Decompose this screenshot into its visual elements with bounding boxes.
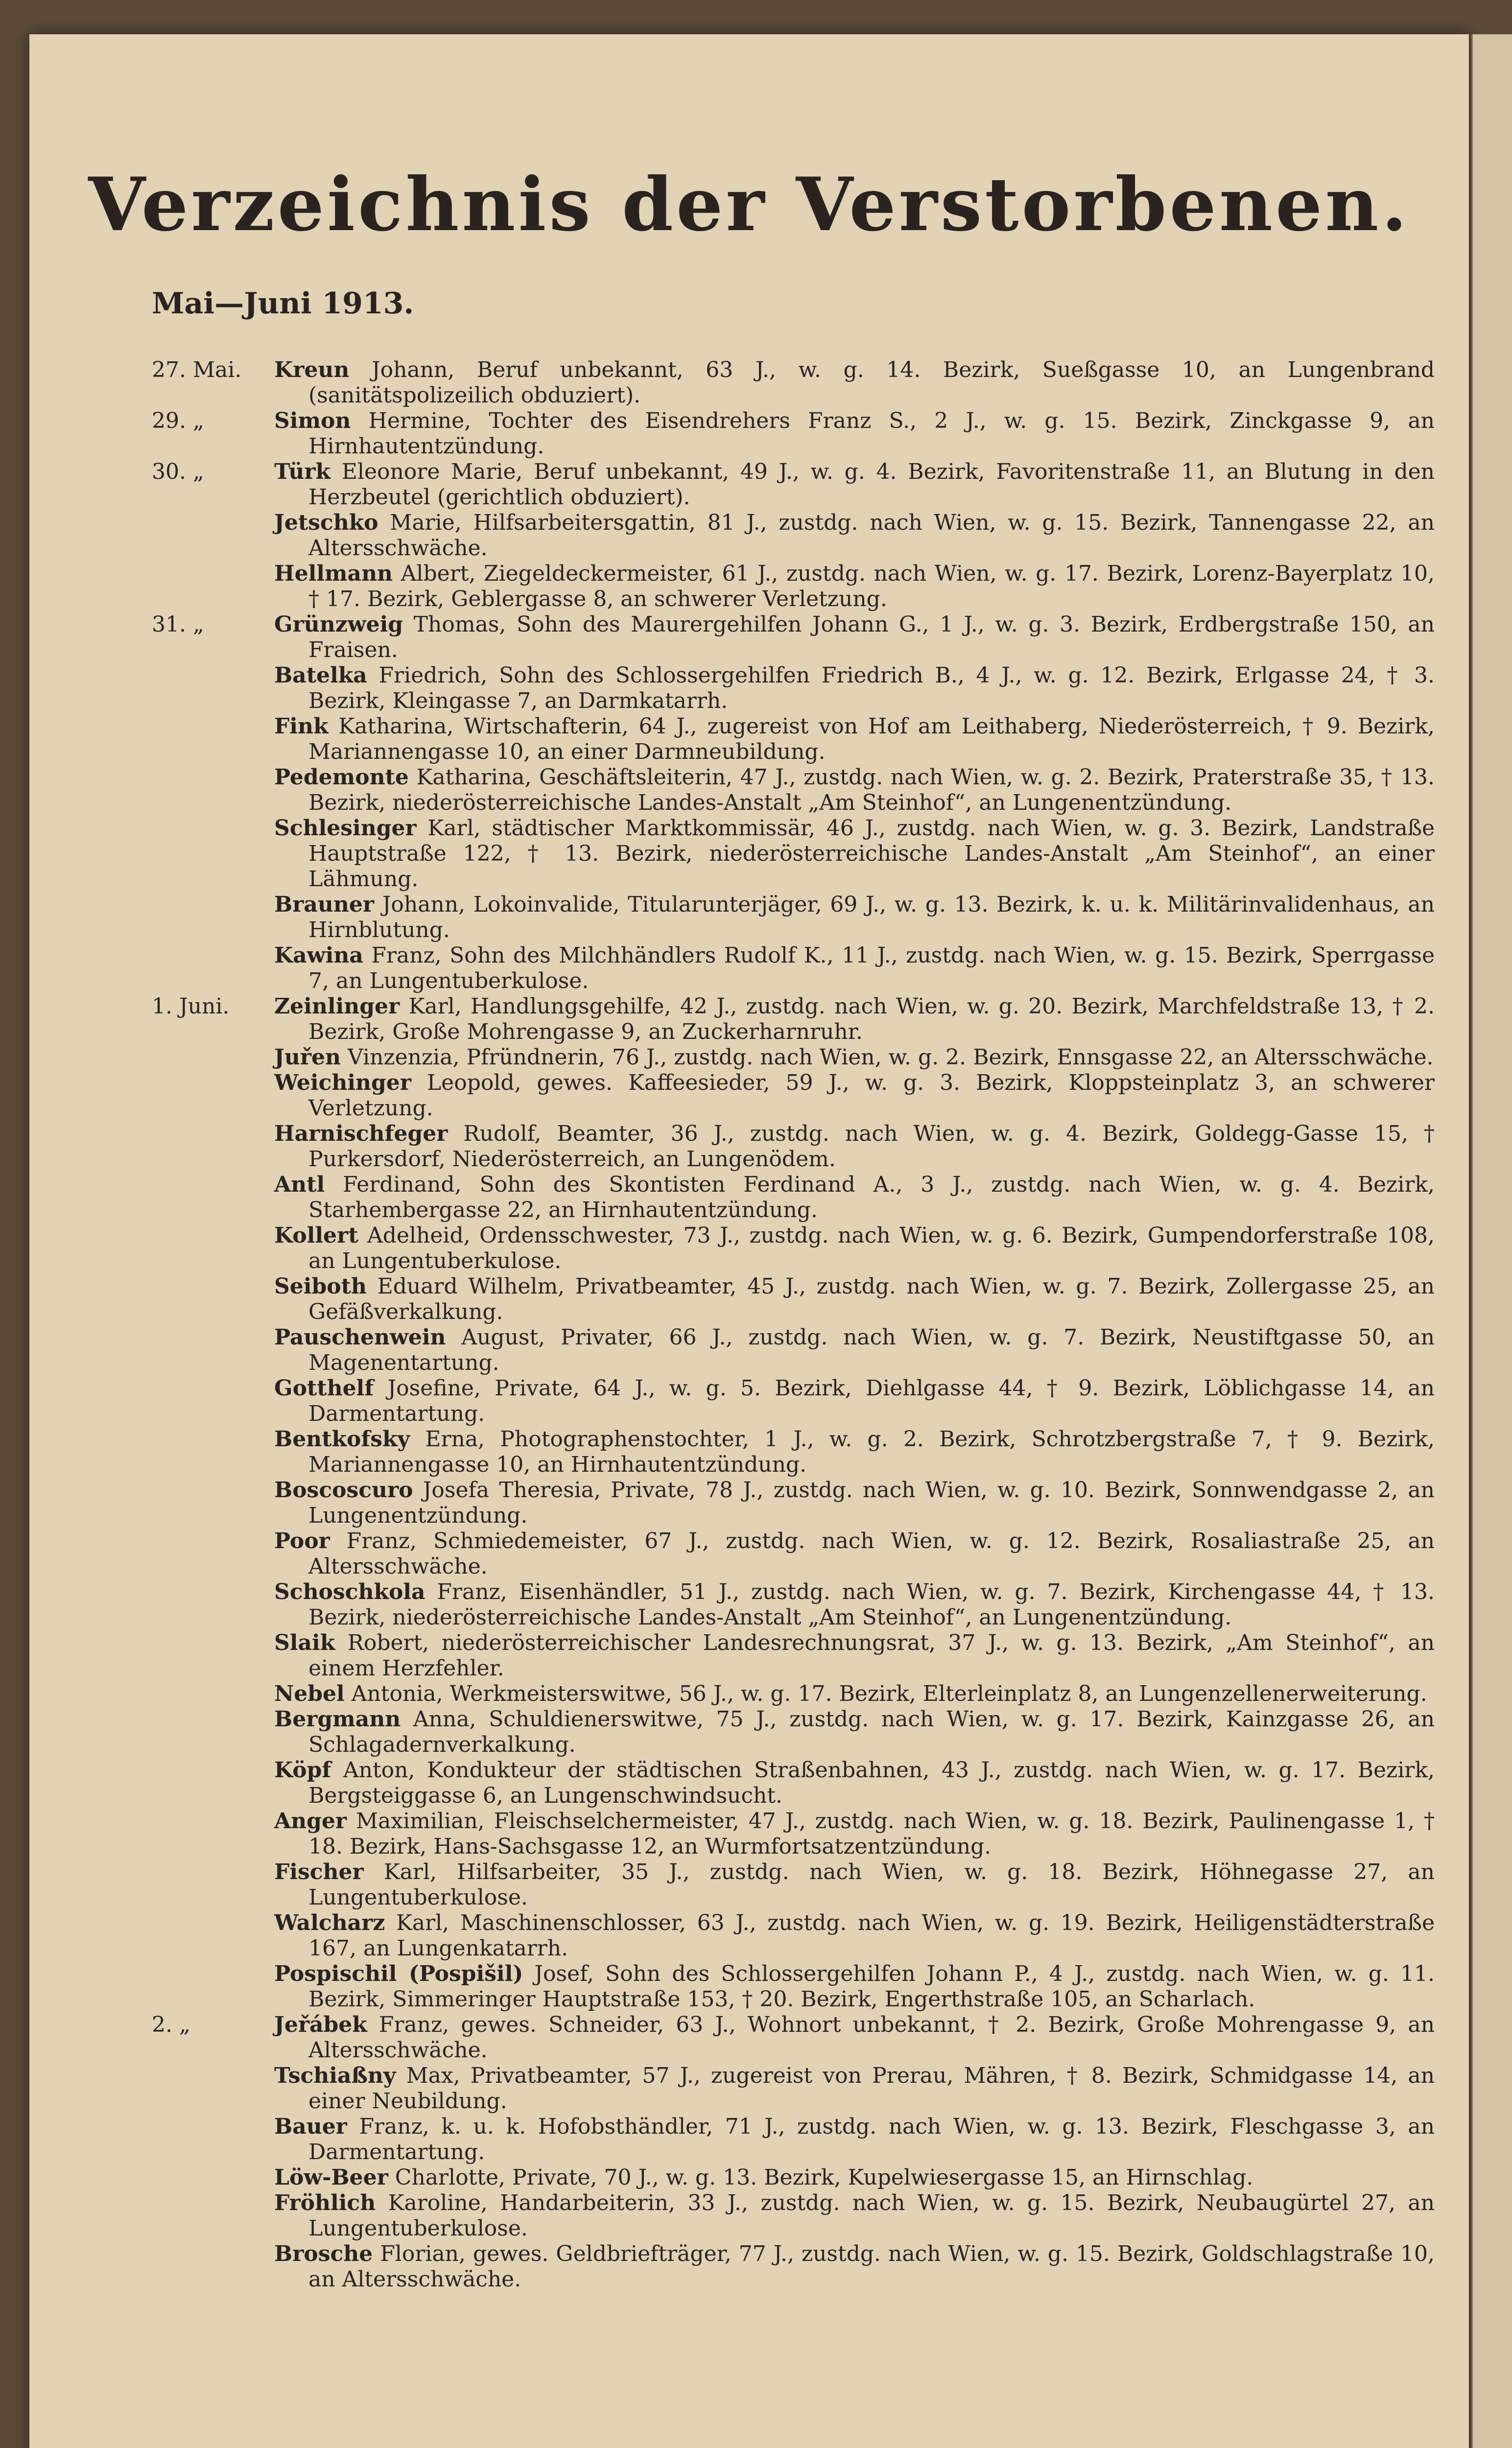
entry-text xyxy=(274,1478,1435,1529)
entry-surname: Poor xyxy=(274,1529,330,1554)
entry-surname: Walcharz xyxy=(274,1910,385,1935)
entry-surname: Juřen xyxy=(274,1045,341,1070)
entry-text xyxy=(274,714,1435,765)
entry-details: Eduard Wilhelm, Privatbeamter, 45 J., zustdg. nach Wien, w. g. 7. Bezirk, Zollergasse 25, an Gefäßverkalkung. xyxy=(308,1274,1435,1324)
entry-surname: Schlesinger xyxy=(274,816,417,841)
list-item xyxy=(152,816,1435,892)
list-item xyxy=(152,1223,1435,1274)
entry-surname: Fischer xyxy=(274,1860,364,1884)
entry-details: Josef, Sohn des Schlossergehilfen Johann P., 4 J., zustdg. nach Wien, w. g. 11. Bezirk, Simmeringer Hauptstraße 153, † 20. Bezirk, Engerthstraße 105, an Scharlach. xyxy=(308,1961,1435,2012)
list-item xyxy=(152,765,1435,816)
entry-text xyxy=(274,459,1435,510)
entry-details: Vinzenzia, Pfründnerin, 76 J., zustdg. nach Wien, w. g. 2. Bezirk, Ennsgasse 22, an Altersschwäche. xyxy=(340,1045,1434,1070)
entry-details: Albert, Ziegeldeckermeister, 61 J., zustdg. nach Wien, w. g. 17. Bezirk, Lorenz-Bayerplatz 10, † 17. Bezirk, Geblergasse 8, an schwerer Verletzung. xyxy=(308,561,1435,612)
entry-surname: Bentkofsky xyxy=(274,1427,410,1452)
entry-surname: Hellmann xyxy=(274,561,393,586)
entry-text xyxy=(274,816,1435,892)
entry-details: Charlotte, Private, 70 J., w. g. 13. Bezirk, Kupelwiesergasse 15, an Hirnschlag. xyxy=(388,2165,1253,2190)
entry-surname: Antl xyxy=(274,1172,325,1197)
entry-details: Katharina, Wirtschafterin, 64 J., zugereist von Hof am Leithaberg, Niederösterreich, † 9. Bezirk, Mariannengasse 10, an einer Darmneubildung. xyxy=(308,714,1435,764)
entry-details: Hermine, Tochter des Eisendrehers Franz S., 2 J., w. g. 15. Bezirk, Zinckgasse 9, an Hirnhautentzündung. xyxy=(308,408,1435,459)
entry-text xyxy=(274,1045,1435,1070)
list-item xyxy=(152,1961,1435,2012)
list-item xyxy=(152,1681,1435,1707)
list-item xyxy=(152,2012,1435,2063)
list-item xyxy=(152,561,1435,612)
entry-surname: Türk xyxy=(274,459,331,484)
list-item xyxy=(152,1427,1435,1478)
list-item xyxy=(152,1172,1435,1223)
entry-details: Franz, gewes. Schneider, 63 J., Wohnort unbekannt, † 2. Bezirk, Große Mohrengasse 9, an Altersschwäche. xyxy=(308,2012,1435,2063)
entry-text xyxy=(274,1274,1435,1325)
entry-surname: Pospischil (Pospišil) xyxy=(274,1961,523,1986)
entry-surname: Bauer xyxy=(274,2114,347,2139)
entry-surname: Pedemonte xyxy=(274,765,409,790)
entry-text xyxy=(274,1860,1435,1910)
entry-details: Ferdinand, Sohn des Skontisten Ferdinand A., 3 J., zustdg. nach Wien, w. g. 4. Bezirk, Starhembergasse 22, an Hirnhautentzündung. xyxy=(308,1172,1435,1223)
entry-surname: Jeřábek xyxy=(274,2012,367,2037)
entry-text xyxy=(274,1809,1435,1860)
entry-text xyxy=(274,1630,1435,1681)
list-item xyxy=(152,663,1435,714)
entry-details: Eleonore Marie, Beruf unbekannt, 49 J., w. g. 4. Bezirk, Favoritenstraße 11, an Blutung in den Herzbeutel (gerichtlich obduziert). xyxy=(308,459,1435,510)
list-item xyxy=(152,1910,1435,1961)
entry-details: Franz, k. u. k. Hofobsthändler, 71 J., zustdg. nach Wien, w. g. 13. Bezirk, Fleschgasse 3, an Darmentartung. xyxy=(308,2114,1435,2165)
entry-surname: Batelka xyxy=(274,663,367,688)
entry-surname: Jetschko xyxy=(274,510,378,535)
entry-date: 1. Juni. xyxy=(152,994,230,1019)
entry-text xyxy=(274,1070,1435,1121)
entry-surname: Bergmann xyxy=(274,1707,401,1732)
entry-details: Karl, städtischer Marktkommissär, 46 J., zustdg. nach Wien, w. g. 3. Bezirk, Landstraße Hauptstraße 122, † 13. Bezirk, niederösterreichische Landes-Anstalt „Am Steinhof“, an einer Lähmung. xyxy=(308,816,1435,892)
entry-text xyxy=(274,561,1435,612)
list-item xyxy=(152,612,1435,663)
entry-surname: Köpf xyxy=(274,1758,331,1783)
entry-surname: Harnischfeger xyxy=(274,1121,448,1146)
entry-details: Max, Privatbeamter, 57 J., zugereist von Prerau, Mähren, † 8. Bezirk, Schmidgasse 14, an einer Neubildung. xyxy=(308,2063,1435,2114)
entry-details: Friedrich, Sohn des Schlossergehilfen Friedrich B., 4 J., w. g. 12. Bezirk, Erlgasse 24, † 3. Bezirk, Kleingasse 7, an Darmkatarrh. xyxy=(308,663,1435,713)
entry-text xyxy=(274,1376,1435,1427)
entry-date: 27. Mai. xyxy=(152,357,242,382)
entry-text xyxy=(274,2165,1435,2190)
list-item xyxy=(152,1045,1435,1070)
entry-details: Franz, Eisenhändler, 51 J., zustdg. nach Wien, w. g. 7. Bezirk, Kirchengasse 44, † 13. Bezirk, niederösterreichische Landes-Anstalt „Am Steinhof“, an Lungenentzündung. xyxy=(308,1579,1435,1630)
entry-surname: Fröhlich xyxy=(274,2190,376,2215)
deaths-list xyxy=(152,357,1435,2292)
entry-details: Josefa Theresia, Private, 78 J., zustdg. nach Wien, w. g. 10. Bezirk, Sonnwendgasse 2, an Lungenentzündung. xyxy=(308,1478,1435,1528)
entry-details: Marie, Hilfsarbeitersgattin, 81 J., zustdg. nach Wien, w. g. 15. Bezirk, Tannengasse 22, an Altersschwäche. xyxy=(308,510,1435,561)
entry-details: Johann, Beruf unbekannt, 63 J., w. g. 14. Bezirk, Sueßgasse 10, an Lungenbrand (sanitätspolizeilich obduziert). xyxy=(308,357,1435,408)
entry-details: Karl, Hilfsarbeiter, 35 J., zustdg. nach Wien, w. g. 18. Bezirk, Höhnegasse 27, an Lungentuberkulose. xyxy=(308,1860,1435,1910)
list-item xyxy=(152,408,1435,459)
entry-text xyxy=(274,1121,1435,1172)
list-item xyxy=(152,994,1435,1045)
entry-surname: Weichinger xyxy=(274,1070,411,1095)
entry-date: 29. „ xyxy=(152,408,204,433)
entry-surname: Kreun xyxy=(274,357,350,382)
entry-details: Leopold, gewes. Kaffeesieder, 59 J., w. g. 3. Bezirk, Kloppsteinplatz 3, an schwerer Verletzung. xyxy=(308,1070,1435,1121)
entry-details: Karl, Handlungsgehilfe, 42 J., zustdg. nach Wien, w. g. 20. Bezirk, Marchfeldstraße 13, † 2. Bezirk, Große Mohrengasse 9, an Zuckerharnruhr. xyxy=(308,994,1435,1044)
entry-text xyxy=(274,1172,1435,1223)
list-item xyxy=(152,1325,1435,1376)
list-item xyxy=(152,1579,1435,1630)
list-item xyxy=(152,1809,1435,1860)
entry-text xyxy=(274,1707,1435,1758)
entry-text xyxy=(274,1427,1435,1478)
entry-surname: Löw-Beer xyxy=(274,2165,388,2190)
adjacent-page-edge xyxy=(1471,34,1512,2448)
entry-surname: Tschiaßny xyxy=(274,2063,396,2088)
entry-text xyxy=(274,612,1435,663)
list-item xyxy=(152,1758,1435,1809)
entry-surname: Boscoscuro xyxy=(274,1478,413,1503)
entry-surname: Schoschkola xyxy=(274,1579,425,1604)
entry-details: Maximilian, Fleischselchermeister, 47 J., zustdg. nach Wien, w. g. 18. Bezirk, Paulinengasse 1, † 18. Bezirk, Hans-Sachsgasse 12, an Wurmfortsatzentzündung. xyxy=(308,1809,1435,1859)
entry-text xyxy=(274,1529,1435,1579)
list-item xyxy=(152,1630,1435,1681)
entry-details: Robert, niederösterreichischer Landesrechnungsrat, 37 J., w. g. 13. Bezirk, „Am Steinhof“, an einem Herzfehler. xyxy=(308,1630,1435,1681)
entry-text xyxy=(274,765,1435,816)
entry-details: Karoline, Handarbeiterin, 33 J., zustdg. nach Wien, w. g. 15. Bezirk, Neubaugürtel 27, an Lungentuberkulose. xyxy=(308,2190,1435,2241)
entry-details: Josefine, Private, 64 J., w. g. 5. Bezirk, Diehlgasse 44, † 9. Bezirk, Löblichgasse 14, an Darmentartung. xyxy=(308,1376,1435,1426)
list-item xyxy=(152,2114,1435,2165)
entry-details: Franz, Schmiedemeister, 67 J., zustdg. nach Wien, w. g. 12. Bezirk, Rosaliastraße 25, an Altersschwäche. xyxy=(308,1529,1435,1579)
entry-surname: Pauschenwein xyxy=(274,1325,446,1350)
entry-text xyxy=(274,1910,1435,1961)
entry-text xyxy=(274,1325,1435,1376)
list-item xyxy=(152,459,1435,510)
entry-surname: Simon xyxy=(274,408,351,433)
list-item xyxy=(152,1274,1435,1325)
entry-text xyxy=(274,994,1435,1045)
entry-details: Franz, Sohn des Milchhändlers Rudolf K., 11 J., zustdg. nach Wien, w. g. 15. Bezirk, Sperrgasse 7, an Lungentuberkulose. xyxy=(308,943,1435,993)
list-item xyxy=(152,1478,1435,1529)
entry-text xyxy=(274,357,1435,408)
list-item xyxy=(152,943,1435,994)
list-item xyxy=(152,2063,1435,2114)
list-item xyxy=(152,510,1435,561)
period-heading: Mai—Juni 1913. xyxy=(152,286,414,321)
entry-details: Erna, Photographenstochter, 1 J., w. g. 2. Bezirk, Schrotzbergstraße 7, † 9. Bezirk, Mariannengasse 10, an Hirnhautentzündung. xyxy=(308,1427,1435,1477)
entry-text xyxy=(274,943,1435,994)
entry-details: Thomas, Sohn des Maurergehilfen Johann G., 1 J., w. g. 3. Bezirk, Erdbergstraße 150, an Fraisen. xyxy=(308,612,1435,662)
entry-details: Rudolf, Beamter, 36 J., zustdg. nach Wien, w. g. 4. Bezirk, Goldegg-Gasse 15, † Purkersdorf, Niederösterreich, an Lungenödem. xyxy=(308,1121,1435,1172)
entry-surname: Kollert xyxy=(274,1223,358,1248)
entry-text xyxy=(274,408,1435,459)
entry-text xyxy=(274,2241,1435,2292)
entry-text xyxy=(274,1758,1435,1809)
list-item xyxy=(152,1376,1435,1427)
entry-date: 30. „ xyxy=(152,459,204,484)
list-item xyxy=(152,2241,1435,2292)
entry-text xyxy=(274,1681,1435,1707)
entry-text xyxy=(274,2012,1435,2063)
entry-text xyxy=(274,2190,1435,2241)
entry-surname: Seiboth xyxy=(274,1274,367,1299)
entry-text xyxy=(274,892,1435,943)
list-item xyxy=(152,1121,1435,1172)
entry-surname: Kawina xyxy=(274,943,363,968)
entry-text xyxy=(274,663,1435,714)
entry-details: Karl, Maschinenschlosser, 63 J., zustdg. nach Wien, w. g. 19. Bezirk, Heiligenstädterstraße 167, an Lungenkatarrh. xyxy=(308,1910,1435,1961)
list-item xyxy=(152,892,1435,943)
entry-surname: Zeinlinger xyxy=(274,994,400,1019)
entry-details: Johann, Lokoinvalide, Titularunterjäger, 69 J., w. g. 13. Bezirk, k. u. k. Militärinvalidenhaus, an Hirnblutung. xyxy=(308,892,1435,942)
entry-text xyxy=(274,1579,1435,1630)
list-item xyxy=(152,1070,1435,1121)
entry-surname: Brauner xyxy=(274,892,375,917)
entry-details: Anna, Schuldienerswitwe, 75 J., zustdg. nach Wien, w. g. 17. Bezirk, Kainzgasse 26, an Schlagadernverkalkung. xyxy=(308,1707,1435,1757)
entry-details: August, Privater, 66 J., zustdg. nach Wien, w. g. 7. Bezirk, Neustiftgasse 50, an Magenentartung. xyxy=(308,1325,1435,1375)
entry-text xyxy=(274,1961,1435,2012)
list-item xyxy=(152,357,1435,408)
list-item xyxy=(152,1860,1435,1910)
entry-details: Florian, gewes. Geldbriefträger, 77 J., zustdg. nach Wien, w. g. 15. Bezirk, Goldschlagstraße 10, an Altersschwäche. xyxy=(308,2241,1435,2292)
list-item xyxy=(152,2165,1435,2190)
entry-date: 2. „ xyxy=(152,2012,190,2037)
entry-text xyxy=(274,510,1435,561)
entry-date: 31. „ xyxy=(152,612,204,637)
entry-details: Antonia, Werkmeisterswitwe, 56 J., w. g. 17. Bezirk, Elterleinplatz 8, an Lungenzellenerweiterung. xyxy=(344,1681,1427,1706)
entry-details: Anton, Kondukteur der städtischen Straßenbahnen, 43 J., zustdg. nach Wien, w. g. 17. Bezirk, Bergsteiggasse 6, an Lungenschwindsucht. xyxy=(308,1758,1435,1808)
entry-details: Adelheid, Ordensschwester, 73 J., zustdg. nach Wien, w. g. 6. Bezirk, Gumpendorferstraße 108, an Lungentuberkulose. xyxy=(308,1223,1435,1273)
entry-text xyxy=(274,2063,1435,2114)
entry-surname: Anger xyxy=(274,1809,347,1834)
entry-surname: Brosche xyxy=(274,2241,373,2266)
entry-surname: Grünzweig xyxy=(274,612,403,637)
document-page xyxy=(29,34,1469,2448)
list-item xyxy=(152,1529,1435,1579)
entry-details: Katharina, Geschäftsleiterin, 47 J., zustdg. nach Wien, w. g. 2. Bezirk, Praterstraße 35, † 13. Bezirk, niederösterreichische Landes-Anstalt „Am Steinhof“, an Lungenentzündung. xyxy=(308,765,1435,815)
page-title: Verzeichnis der Verstorbenen. xyxy=(88,162,1410,248)
entry-surname: Gotthelf xyxy=(274,1376,374,1401)
entry-surname: Fink xyxy=(274,714,329,739)
list-item xyxy=(152,1707,1435,1758)
list-item xyxy=(152,2190,1435,2241)
entry-text xyxy=(274,2114,1435,2165)
list-item xyxy=(152,714,1435,765)
entry-text xyxy=(274,1223,1435,1274)
entry-surname: Nebel xyxy=(274,1681,345,1706)
entry-surname: Slaik xyxy=(274,1630,335,1655)
